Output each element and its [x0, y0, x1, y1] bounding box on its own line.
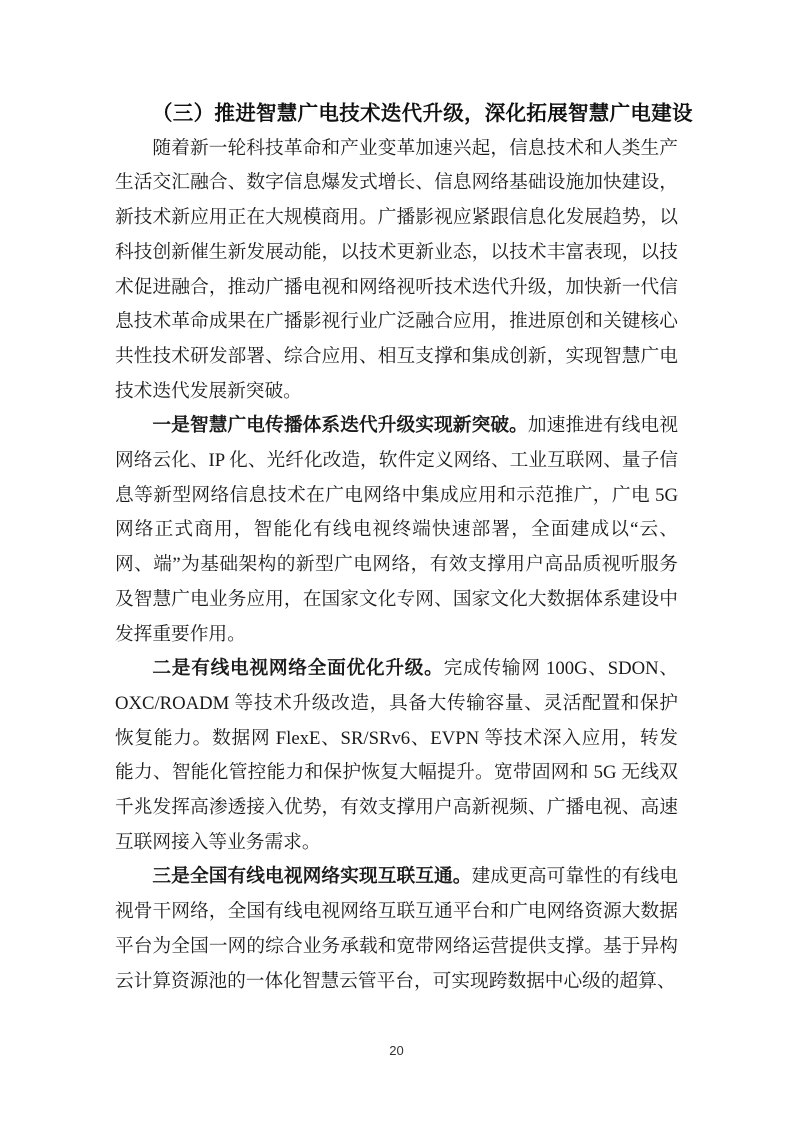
paragraph-lead: 二是有线电视网络全面优化升级。	[152, 658, 444, 680]
page-footer	[0, 1042, 793, 1060]
paragraph	[115, 860, 678, 999]
paragraph-text: 加速推进有线电视网络云化、IP 化、光纤化改造，软件定义网络、工业互联网、量子信息等新型网络信息技术在广电网络中集成应用和示范推广，广电 5G 网络正式商用，智能化有线电视终端快速部署，全面建成以“云、网、端”为基础架构的新型广电网络，有效支撑用户高品质视听服务及智慧广电业务应用，在国家文化专网、国家文化大数据体系建设中发挥重要作用。	[115, 415, 679, 645]
section-heading: （三）推进智慧广电技术迭代升级，深化拓展智慧广电建设	[152, 103, 693, 125]
page-number: 20	[389, 1043, 404, 1058]
paragraph-lead: 三是全国有线电视网络实现互联互通。	[152, 866, 472, 888]
paragraph	[115, 132, 678, 410]
paragraph-text: 完成传输网 100G、SDON、OXC/ROADM 等技术升级改造，具备大传输容量、灵活配置和保护恢复能力。数据网 FlexE、SR/SRv6、EVPN 等技术深入应用，转发能力、智能化管控能力和保护恢复大幅提升。宽带固网和 5G 无线双千兆发挥高渗透接入优势，有效支撑用户高新视频、广播电视、高速互联网接入等业务需求。	[115, 658, 678, 853]
page-content	[115, 97, 693, 999]
paragraph	[115, 652, 678, 860]
paragraph-lead: 一是智慧广电传播体系迭代升级实现新突破。	[152, 415, 528, 437]
paragraph	[115, 409, 678, 652]
paragraph-text: 建成更高可靠性的有线电视骨干网络，全国有线电视网络互联互通平台和广电网络资源大数据平台为全国一网的综合业务承载和宽带网络运营提供支撑。基于异构云计算资源池的一体化智慧云管平台，可实现跨数据中心级的超算、	[115, 866, 679, 992]
paragraph-text: 随着新一轮科技革命和产业变革加速兴起，信息技术和人类生产生活交汇融合、数字信息爆发式增长、信息网络基础设施加快建设，新技术新应用正在大规模商用。广播影视应紧跟信息化发展趋势，以科技创新催生新发展动能，以技术更新业态，以技术丰富表现，以技术促进融合，推动广播电视和网络视听技术迭代升级，加快新一代信息技术革命成果在广播影视行业广泛融合应用，推进原创和关键核心共性技术研发部署、综合应用、相互支撑和集成创新，实现智慧广电技术迭代发展新突破。	[115, 137, 678, 402]
